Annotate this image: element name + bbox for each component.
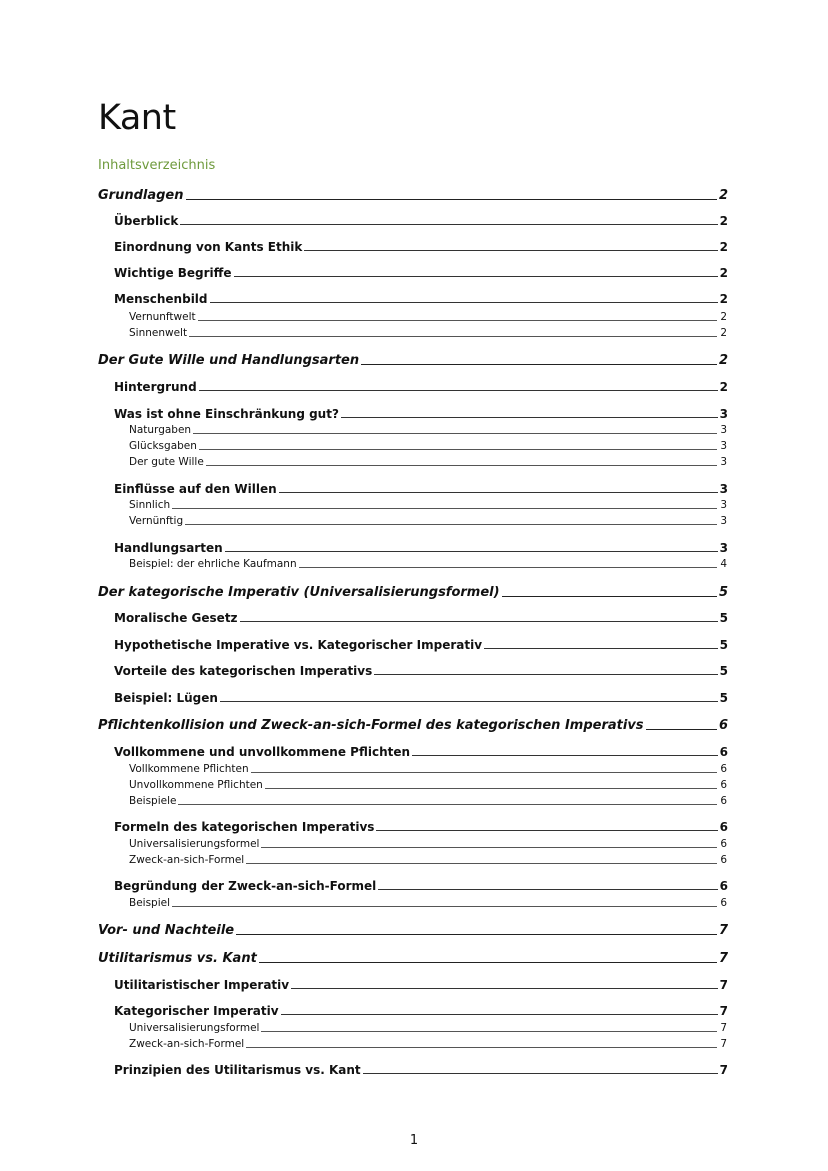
toc-entry-page: 2 — [720, 311, 727, 323]
toc-entry-title: Beispiel: Lügen — [114, 691, 218, 705]
toc-entry-level-3[interactable] — [129, 499, 727, 511]
toc-entry-title: Vernunftwelt — [129, 311, 196, 323]
toc-leader-line — [378, 889, 717, 890]
toc-entry-title: Glücksgaben — [129, 440, 197, 452]
toc-entry-title: Sinnenwelt — [129, 327, 188, 339]
toc-entry-level-3[interactable] — [129, 838, 727, 850]
toc-entry-level-1[interactable] — [98, 353, 728, 368]
toc-entry-title: Vollkommene Pflichten — [129, 763, 249, 775]
toc-entry-level-3[interactable] — [129, 311, 727, 323]
toc-entry-title: Einflüsse auf den Willen — [114, 482, 277, 496]
toc-entry-level-3[interactable] — [129, 440, 727, 452]
toc-entry-level-3[interactable] — [129, 515, 727, 527]
toc-entry-title: Menschenbild — [114, 292, 208, 306]
toc-entry-page: 2 — [719, 266, 728, 280]
toc-entry-level-3[interactable] — [129, 424, 727, 436]
toc-entry-page: 4 — [720, 558, 727, 570]
toc-entry-title: Universalisierungsformel — [129, 838, 260, 850]
toc-entry-title: Der gute Wille — [129, 456, 204, 468]
toc-leader-line — [225, 551, 718, 552]
toc-leader-line — [259, 962, 717, 963]
toc-leader-line — [172, 508, 717, 509]
toc-leader-line — [240, 621, 718, 622]
toc-entry-level-3[interactable] — [129, 1038, 727, 1050]
toc-entry-title: Wichtige Begriffe — [114, 266, 232, 280]
toc-entry-page: 3 — [719, 541, 728, 555]
toc-entry-title: Prinzipien des Utilitarismus vs. Kant — [114, 1063, 361, 1077]
toc-entry-level-3[interactable] — [129, 897, 727, 909]
toc-leader-line — [220, 701, 718, 702]
toc-leader-line — [210, 302, 718, 303]
toc-entry-level-2[interactable] — [114, 214, 728, 228]
toc-leader-line — [261, 847, 717, 848]
toc-entry-page: 3 — [719, 482, 728, 496]
toc-leader-line — [246, 1047, 717, 1048]
toc-entry-title: Sinnlich — [129, 499, 171, 511]
toc-leader-line — [374, 674, 717, 675]
toc-entry-title: Universalisierungsformel — [129, 1022, 260, 1034]
toc-entry-page: 6 — [720, 763, 727, 775]
toc-entry-page: 6 — [718, 718, 728, 733]
toc-leader-line — [185, 524, 717, 525]
toc-leader-line — [251, 772, 717, 773]
toc-entry-page: 3 — [720, 424, 727, 436]
toc-entry-level-2[interactable] — [114, 292, 728, 306]
toc-leader-line — [234, 276, 718, 277]
toc-entry-title: Beispiel — [129, 897, 171, 909]
toc-entry-page: 2 — [718, 188, 728, 203]
toc-leader-line — [363, 1073, 718, 1074]
toc-entry-page: 6 — [720, 897, 727, 909]
toc-entry-level-3[interactable] — [129, 456, 727, 468]
toc-entry-level-1[interactable] — [98, 951, 728, 966]
toc-entry-page: 3 — [720, 440, 727, 452]
toc-leader-line — [299, 567, 717, 568]
toc-entry-page: 7 — [718, 951, 728, 966]
toc-entry-page: 3 — [720, 456, 727, 468]
toc-entry-level-2[interactable] — [114, 664, 728, 678]
toc-entry-title: Vorteile des kategorischen Imperativs — [114, 664, 373, 678]
toc-entry-page: 7 — [719, 978, 728, 992]
toc-entry-level-2[interactable] — [114, 820, 728, 834]
toc-entry-title: Utilitaristischer Imperativ — [114, 978, 290, 992]
toc-leader-line — [193, 433, 717, 434]
toc-entry-level-2[interactable] — [114, 611, 728, 625]
toc-entry-level-2[interactable] — [114, 879, 728, 893]
toc-entry-title: Zweck-an-sich-Formel — [129, 1038, 245, 1050]
toc-leader-line — [484, 648, 718, 649]
document-title: Kant — [98, 98, 176, 138]
toc-entry-title: Grundlagen — [98, 188, 184, 203]
toc-leader-line — [281, 1014, 718, 1015]
toc-entry-title: Was ist ohne Einschränkung gut? — [114, 407, 339, 421]
toc-entry-title: Vollkommene und unvollkommene Pflichten — [114, 745, 411, 759]
toc-leader-line — [178, 804, 717, 805]
toc-entry-title: Hypothetische Imperative vs. Kategorischer Imperativ — [114, 638, 483, 652]
toc-entry-page: 5 — [719, 691, 728, 705]
toc-leader-line — [412, 755, 718, 756]
toc-leader-line — [246, 863, 717, 864]
toc-leader-line — [261, 1031, 717, 1032]
toc-entry-level-3[interactable] — [129, 558, 727, 570]
toc-entry-title: Zweck-an-sich-Formel — [129, 854, 245, 866]
toc-entry-title: Beispiele — [129, 795, 177, 807]
toc-entry-title: Einordnung von Kants Ethik — [114, 240, 303, 254]
toc-entry-level-2[interactable] — [114, 691, 728, 705]
toc-entry-level-3[interactable] — [129, 779, 727, 791]
toc-entry-title: Vor- und Nachteile — [98, 923, 235, 938]
toc-entry-page: 7 — [719, 1004, 728, 1018]
toc-entry-title: Überblick — [114, 214, 179, 228]
toc-entry-page: 5 — [719, 638, 728, 652]
toc-entry-page: 3 — [720, 499, 727, 511]
toc-entry-page: 7 — [718, 923, 728, 938]
page-number: 1 — [409, 1133, 419, 1148]
toc-leader-line — [376, 830, 717, 831]
toc-entry-page: 6 — [720, 838, 727, 850]
toc-entry-title: Der Gute Wille und Handlungsarten — [98, 353, 360, 368]
toc-entry-level-3[interactable] — [129, 327, 727, 339]
toc-entry-page: 2 — [719, 292, 728, 306]
toc-entry-page: 6 — [719, 820, 728, 834]
toc-entry-level-2[interactable] — [114, 745, 728, 759]
toc-leader-line — [198, 320, 717, 321]
toc-entry-title: Der kategorische Imperativ (Universalisierungsformel) — [98, 585, 500, 600]
toc-leader-line — [199, 390, 718, 391]
toc-entry-level-1[interactable] — [98, 718, 728, 733]
toc-leader-line — [502, 596, 717, 597]
toc-leader-line — [361, 364, 717, 365]
toc-entry-page: 2 — [719, 240, 728, 254]
toc-entry-page: 5 — [718, 585, 728, 600]
toc-leader-line — [236, 934, 717, 935]
toc-entry-level-2[interactable] — [114, 1004, 728, 1018]
toc-entry-level-2[interactable] — [114, 266, 728, 280]
toc-entry-level-2[interactable] — [114, 978, 728, 992]
toc-entry-page: 6 — [719, 745, 728, 759]
toc-heading: Inhaltsverzeichnis — [98, 158, 216, 173]
toc-entry-title: Begründung der Zweck-an-sich-Formel — [114, 879, 377, 893]
toc-entry-page: 7 — [719, 1063, 728, 1077]
toc-entry-level-2[interactable] — [114, 482, 728, 496]
toc-entry-level-3[interactable] — [129, 854, 727, 866]
toc-entry-page: 2 — [719, 380, 728, 394]
toc-entry-title: Pflichtenkollision und Zweck-an-sich-Formel des kategorischen Imperativs — [98, 718, 644, 733]
toc-entry-title: Beispiel: der ehrliche Kaufmann — [129, 558, 297, 570]
toc-entry-level-3[interactable] — [129, 795, 727, 807]
toc-entry-level-1[interactable] — [98, 585, 728, 600]
toc-entry-page: 5 — [719, 664, 728, 678]
toc-entry-page: 6 — [720, 795, 727, 807]
toc-entry-level-2[interactable] — [114, 380, 728, 394]
toc-entry-title: Formeln des kategorischen Imperativs — [114, 820, 375, 834]
toc-entry-page: 7 — [720, 1038, 727, 1050]
toc-entry-level-2[interactable] — [114, 240, 728, 254]
toc-entry-level-3[interactable] — [129, 1022, 727, 1034]
toc-leader-line — [304, 250, 717, 251]
toc-entry-title: Kategorischer Imperativ — [114, 1004, 279, 1018]
toc-leader-line — [291, 988, 718, 989]
toc-entry-page: 2 — [720, 327, 727, 339]
toc-entry-page: 3 — [719, 407, 728, 421]
toc-leader-line — [172, 906, 717, 907]
toc-entry-title: Utilitarismus vs. Kant — [98, 951, 257, 966]
toc-entry-title: Handlungsarten — [114, 541, 223, 555]
toc-entry-page: 2 — [718, 353, 728, 368]
toc-entry-title: Vernünftig — [129, 515, 184, 527]
toc-entry-level-3[interactable] — [129, 763, 727, 775]
toc-entry-title: Hintergrund — [114, 380, 197, 394]
toc-leader-line — [646, 729, 717, 730]
toc-entry-page: 6 — [719, 879, 728, 893]
toc-entry-page: 2 — [719, 214, 728, 228]
toc-leader-line — [265, 788, 717, 789]
toc-leader-line — [186, 199, 717, 200]
toc-entry-level-1[interactable] — [98, 188, 728, 203]
toc-entry-page: 6 — [720, 854, 727, 866]
toc-entry-title: Unvollkommene Pflichten — [129, 779, 263, 791]
toc-entry-page: 6 — [720, 779, 727, 791]
toc-entry-title: Naturgaben — [129, 424, 192, 436]
toc-entry-level-2[interactable] — [114, 638, 728, 652]
toc-entry-level-2[interactable] — [114, 407, 728, 421]
toc-entry-page: 5 — [719, 611, 728, 625]
toc-leader-line — [180, 224, 717, 225]
toc-entry-level-2[interactable] — [114, 1063, 728, 1077]
toc-leader-line — [199, 449, 717, 450]
toc-entry-title: Moralische Gesetz — [114, 611, 238, 625]
toc-entry-level-2[interactable] — [114, 541, 728, 555]
toc-leader-line — [189, 336, 717, 337]
toc-entry-page: 7 — [720, 1022, 727, 1034]
toc-leader-line — [279, 492, 718, 493]
toc-leader-line — [206, 465, 717, 466]
toc-entry-level-1[interactable] — [98, 923, 728, 938]
toc-entry-page: 3 — [720, 515, 727, 527]
toc-leader-line — [341, 417, 718, 418]
